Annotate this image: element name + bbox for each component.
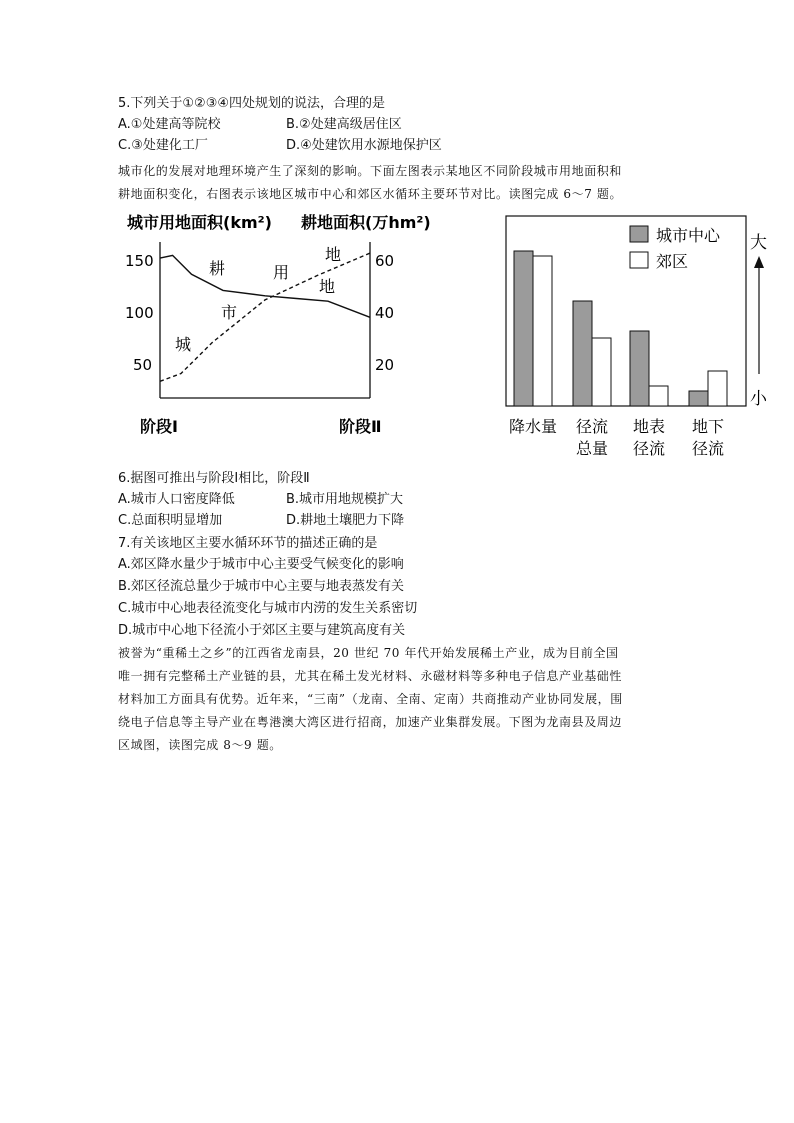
label-di-bottom: 地 xyxy=(319,277,336,296)
legend-swatch-suburb xyxy=(630,252,648,268)
q5-option-d: D.④处建饮用水源地保护区 xyxy=(286,138,442,153)
stage-2-label: 阶段Ⅱ xyxy=(339,417,382,436)
right-tick-40: 40 xyxy=(375,304,395,322)
bar-suburb-0 xyxy=(533,256,552,406)
q7-stem: 7.有关该地区主要水循环环节的描述正确的是 xyxy=(118,536,378,551)
label-cheng: 城 xyxy=(175,335,192,354)
bar-center-2 xyxy=(630,331,649,406)
category-label-2-line-1: 径流 xyxy=(632,439,666,458)
intro2-line-3: 材料加工方面具有优势。近年来，“三南”（龙南、全南、定南）共商推动产业协同发展，围 xyxy=(118,692,623,706)
right-chart xyxy=(500,214,780,464)
q6-option-c: C.总面积明显增加 xyxy=(118,513,223,528)
q7-option-c: C.城市中心地表径流变化与城市内涝的发生关系密切 xyxy=(118,601,418,616)
legend-swatch-center xyxy=(630,226,648,242)
stage-1-label: 阶段Ⅰ xyxy=(140,417,178,436)
q7-option-a: A.郊区降水量少于城市中心主要受气候变化的影响 xyxy=(118,557,404,572)
right-tick-20: 20 xyxy=(375,356,395,374)
intro1-line-1: 城市化的发展对地理环境产生了深刻的影响。下面左图表示某地区不同阶段城市用地面积和 xyxy=(118,164,623,178)
label-di-top: 地 xyxy=(325,245,342,264)
left-tick-50: 50 xyxy=(133,356,153,374)
category-label-3-line-0: 地下 xyxy=(691,417,725,436)
intro2-line-4: 绕电子信息等主导产业在粤港澳大湾区进行招商，加速产业集群发展。下图为龙南县及周边 xyxy=(118,715,623,729)
q5-option-a: A.①处建高等院校 xyxy=(118,117,221,132)
q6-option-b: B.城市用地规模扩大 xyxy=(286,492,404,507)
scale-arrow-head xyxy=(754,256,764,268)
left-tick-100: 100 xyxy=(125,304,154,322)
bar-center-0 xyxy=(514,251,533,406)
legend-label-center: 城市中心 xyxy=(656,226,721,245)
label-yong: 用 xyxy=(273,263,290,282)
intro2-line-5: 区域图，读图完成 8～9 题。 xyxy=(118,738,282,752)
intro2-line-2: 唯一拥有完整稀土产业链的县，尤其在稀土发光材料、永磁材料等多种电子信息产业基础性 xyxy=(118,669,623,683)
q6-option-d: D.耕地土壤肥力下降 xyxy=(286,513,405,528)
right-axis-label: 耕地面积(万hm²) xyxy=(301,213,431,232)
category-label-1-line-0: 径流 xyxy=(575,417,609,436)
bar-suburb-3 xyxy=(708,371,727,406)
intro1-line-2: 耕地面积变化，右图表示该地区城市中心和郊区水循环主要环节对比。读图完成 6～7 题。 xyxy=(118,187,623,201)
q7-option-b: B.郊区径流总量少于城市中心主要与地表蒸发有关 xyxy=(118,579,405,594)
intro2-line-1: 被誉为“重稀土之乡”的江西省龙南县，20 世纪 70 年代开始发展稀土产业，成为目前全国 xyxy=(118,646,619,660)
right-tick-60: 60 xyxy=(375,252,395,270)
bar-center-3 xyxy=(689,391,708,406)
bar-center-1 xyxy=(573,301,592,406)
scale-bottom-label: 小 xyxy=(750,389,767,409)
category-label-1-line-1: 总量 xyxy=(575,439,609,458)
category-label-2-line-0: 地表 xyxy=(632,417,666,436)
label-shi: 市 xyxy=(221,303,238,322)
bar-suburb-2 xyxy=(649,386,668,406)
category-label-3-line-1: 径流 xyxy=(691,439,725,458)
label-geng: 耕 xyxy=(209,259,226,278)
farmland-line xyxy=(160,255,370,317)
left-tick-150: 150 xyxy=(125,252,154,270)
scale-top-label: 大 xyxy=(750,233,767,253)
q5-stem: 5.下列关于①②③④四处规划的说法，合理的是 xyxy=(118,96,386,111)
q5-option-b: B.②处建高级居住区 xyxy=(286,117,402,132)
left-chart xyxy=(125,206,455,446)
q7-option-d: D.城市中心地下径流小于郊区主要与建筑高度有关 xyxy=(118,623,406,638)
q6-stem: 6.据图可推出与阶段Ⅰ相比，阶段Ⅱ xyxy=(118,471,310,486)
urban-line xyxy=(160,253,370,381)
legend-label-suburb: 郊区 xyxy=(656,252,689,271)
left-axis-label: 城市用地面积(km²) xyxy=(127,213,272,232)
category-label-0-line-0: 降水量 xyxy=(508,417,558,436)
bar-suburb-1 xyxy=(592,338,611,406)
q6-option-a: A.城市人口密度降低 xyxy=(118,492,235,507)
q5-option-c: C.③处建化工厂 xyxy=(118,138,208,153)
